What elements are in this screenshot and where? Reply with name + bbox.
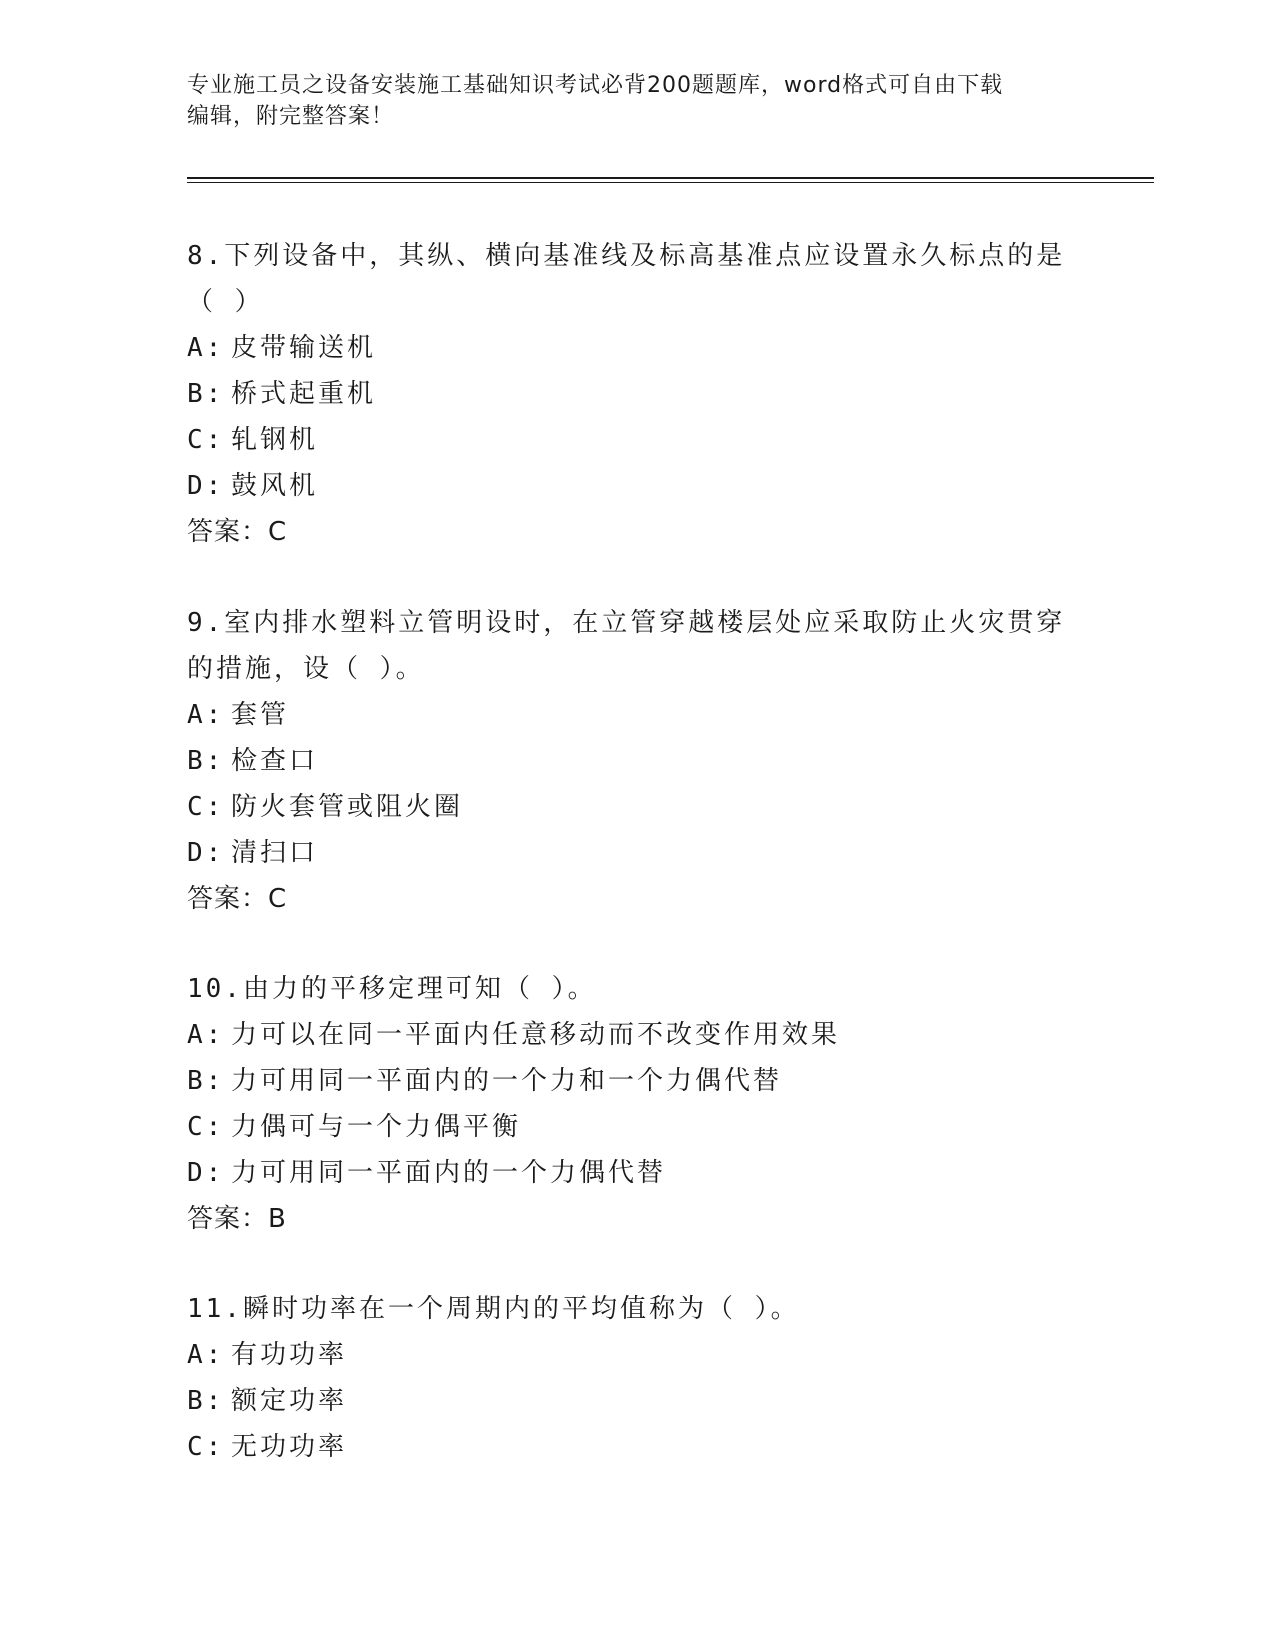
option-c bbox=[187, 1104, 1087, 1150]
option-text: 无功功率 bbox=[231, 1432, 348, 1462]
option-a bbox=[187, 1012, 1087, 1058]
option-key: B: bbox=[187, 1066, 225, 1096]
option-text: 额定功率 bbox=[231, 1386, 348, 1416]
option-text: 力可以在同一平面内任意移动而不改变作用效果 bbox=[231, 1020, 841, 1050]
option-a bbox=[187, 1332, 1087, 1378]
document-header bbox=[187, 70, 1087, 132]
option-b bbox=[187, 1378, 1087, 1424]
question-stem: 8.下列设备中，其纵、横向基准线及标高基准点应设置永久标点的是（ ） bbox=[187, 241, 1066, 317]
option-a bbox=[187, 325, 1087, 371]
option-text: 有功功率 bbox=[231, 1340, 348, 1370]
option-key: A: bbox=[187, 1340, 225, 1370]
header-divider-thick bbox=[187, 177, 1154, 179]
question-stem: 10.由力的平移定理可知（ ）。 bbox=[187, 974, 597, 1004]
option-text: 桥式起重机 bbox=[231, 379, 377, 409]
header-line-1: 专业施工员之设备安装施工基础知识考试必背200题题库，word格式可自由下载 bbox=[187, 73, 1004, 98]
option-key: C: bbox=[187, 792, 225, 822]
option-c bbox=[187, 417, 1087, 463]
option-text: 皮带输送机 bbox=[231, 333, 377, 363]
option-key: A: bbox=[187, 333, 225, 363]
option-d bbox=[187, 830, 1087, 876]
option-text: 力可用同一平面内的一个力和一个力偶代替 bbox=[231, 1066, 783, 1096]
answer-line: 答案：C bbox=[187, 517, 288, 547]
option-text: 鼓风机 bbox=[231, 471, 319, 501]
option-text: 套管 bbox=[231, 700, 290, 730]
option-key: B: bbox=[187, 1386, 225, 1416]
option-b bbox=[187, 1058, 1087, 1104]
option-b bbox=[187, 738, 1087, 784]
header-divider-thin bbox=[187, 182, 1154, 183]
question-8 bbox=[187, 233, 1087, 555]
option-text: 轧钢机 bbox=[231, 425, 319, 455]
option-b bbox=[187, 371, 1087, 417]
answer-line: 答案：C bbox=[187, 884, 288, 914]
option-text: 清扫口 bbox=[231, 838, 319, 868]
option-c bbox=[187, 784, 1087, 830]
option-key: A: bbox=[187, 700, 225, 730]
option-text: 检查口 bbox=[231, 746, 319, 776]
question-9 bbox=[187, 600, 1087, 922]
question-11 bbox=[187, 1286, 1087, 1470]
option-text: 防火套管或阻火圈 bbox=[231, 792, 464, 822]
option-text: 力可用同一平面内的一个力偶代替 bbox=[231, 1158, 667, 1188]
option-a bbox=[187, 692, 1087, 738]
option-key: D: bbox=[187, 1158, 225, 1188]
option-d bbox=[187, 463, 1087, 509]
option-key: C: bbox=[187, 1432, 225, 1462]
option-key: C: bbox=[187, 425, 225, 455]
option-key: A: bbox=[187, 1020, 225, 1050]
option-key: D: bbox=[187, 838, 225, 868]
option-key: B: bbox=[187, 379, 225, 409]
option-key: C: bbox=[187, 1112, 225, 1142]
option-key: D: bbox=[187, 471, 225, 501]
question-10 bbox=[187, 966, 1087, 1242]
option-key: B: bbox=[187, 746, 225, 776]
header-line-2: 编辑，附完整答案！ bbox=[187, 104, 395, 129]
question-stem: 9.室内排水塑料立管明设时，在立管穿越楼层处应采取防止火灾贯穿的措施，设（ ）。 bbox=[187, 608, 1066, 684]
option-c bbox=[187, 1424, 1087, 1470]
question-stem: 11.瞬时功率在一个周期内的平均值称为（ ）。 bbox=[187, 1294, 800, 1324]
option-text: 力偶可与一个力偶平衡 bbox=[231, 1112, 522, 1142]
answer-line: 答案：B bbox=[187, 1204, 287, 1234]
option-d bbox=[187, 1150, 1087, 1196]
